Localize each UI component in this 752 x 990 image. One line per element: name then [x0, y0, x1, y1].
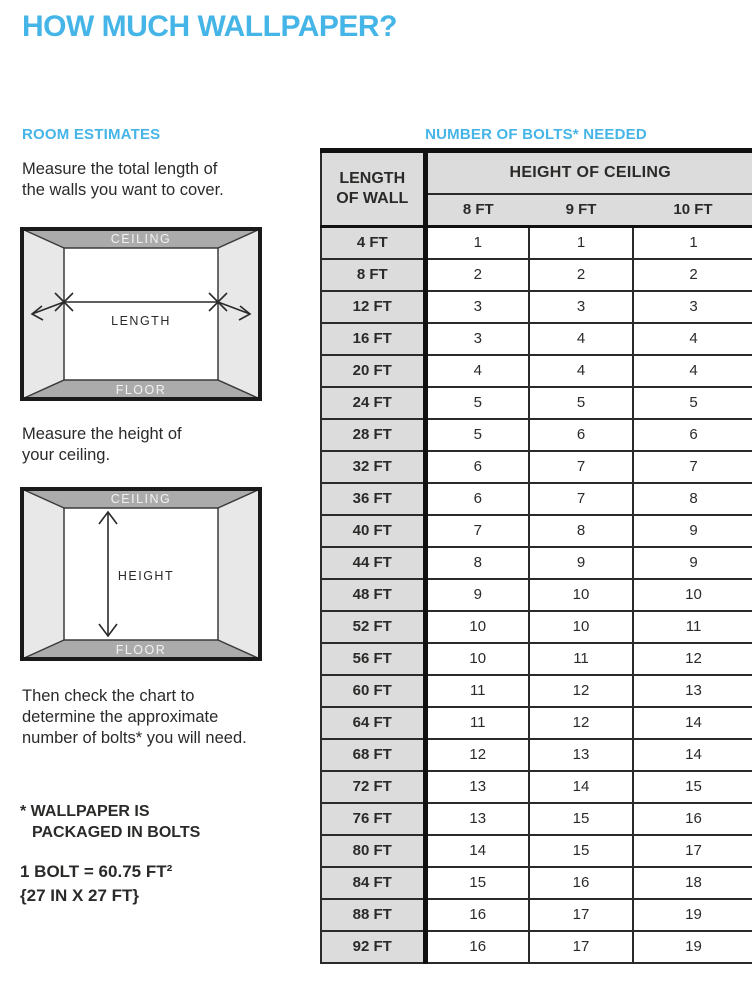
bolt-count-cell: 10: [425, 611, 529, 643]
table-row: [321, 419, 752, 451]
instruction-line: number of bolts* you will need.: [22, 729, 247, 747]
bolt-count-cell: 12: [633, 643, 752, 675]
bolt-count-cell: 7: [633, 451, 752, 483]
instruction-line: Then check the chart to: [22, 687, 195, 705]
bolt-count-cell: 14: [529, 771, 633, 803]
bolt-count-cell: 2: [425, 259, 529, 291]
instruction-line: your ceiling.: [22, 446, 111, 464]
bolt-count-cell: 5: [425, 387, 529, 419]
room-height-diagram: [20, 487, 262, 661]
bolt-count-cell: 3: [633, 291, 752, 323]
table-row: [321, 835, 752, 867]
col-header-9ft: 9 FT: [529, 194, 633, 227]
bolt-count-cell: 12: [529, 675, 633, 707]
ceiling-label: CEILING: [110, 492, 172, 506]
bolt-count-cell: 5: [633, 387, 752, 419]
wall-length-label: 72 FT: [321, 771, 425, 803]
bolt-count-cell: 11: [425, 675, 529, 707]
table-row: [321, 323, 752, 355]
bolt-count-cell: 9: [633, 547, 752, 579]
right-wall-surface: [218, 229, 260, 399]
wall-length-label: 4 FT: [321, 227, 425, 259]
instruction-measure-length: [22, 159, 224, 201]
bolt-count-cell: 17: [633, 835, 752, 867]
col-header-10ft: 10 FT: [633, 194, 752, 227]
left-wall-surface: [22, 229, 64, 399]
bolt-count-cell: 11: [529, 643, 633, 675]
table-row: [321, 611, 752, 643]
bolt-count-cell: 16: [425, 899, 529, 931]
bolt-count-cell: 6: [633, 419, 752, 451]
table-row: [321, 739, 752, 771]
instruction-line: determine the approximate: [22, 708, 219, 726]
bolt-count-cell: 14: [425, 835, 529, 867]
wall-length-label: 52 FT: [321, 611, 425, 643]
bolt-count-cell: 5: [425, 419, 529, 451]
page-title: HOW MUCH WALLPAPER?: [22, 10, 397, 43]
bolt-count-cell: 5: [529, 387, 633, 419]
bolt-count-cell: 15: [529, 803, 633, 835]
bolt-count-cell: 16: [633, 803, 752, 835]
right-wall-surface: [218, 489, 260, 659]
wallpaper-bolts-footnote: [20, 801, 200, 843]
bolt-count-cell: 6: [425, 451, 529, 483]
wall-length-label: 20 FT: [321, 355, 425, 387]
wall-length-label: 16 FT: [321, 323, 425, 355]
table-row: [321, 291, 752, 323]
col-header-8ft: 8 FT: [425, 194, 529, 227]
instruction-line: the walls you want to cover.: [22, 181, 224, 199]
bolt-count-cell: 14: [633, 707, 752, 739]
bolt-count-cell: 2: [529, 259, 633, 291]
wall-length-label: 56 FT: [321, 643, 425, 675]
wall-length-label: 40 FT: [321, 515, 425, 547]
height-label: HEIGHT: [117, 569, 175, 583]
bolt-count-cell: 12: [425, 739, 529, 771]
bolt-count-cell: 2: [633, 259, 752, 291]
bolt-count-cell: 16: [529, 867, 633, 899]
wall-length-label: 76 FT: [321, 803, 425, 835]
bolts-needed-heading: NUMBER OF BOLTS* NEEDED: [425, 126, 647, 143]
floor-label: FLOOR: [115, 383, 167, 397]
wall-length-label: 60 FT: [321, 675, 425, 707]
bolt-count-cell: 4: [529, 355, 633, 387]
bolt-count-cell: 13: [425, 771, 529, 803]
bolt-count-cell: 3: [529, 291, 633, 323]
instruction-check-chart: [22, 686, 247, 749]
bolt-count-cell: 4: [633, 355, 752, 387]
table-row: [321, 515, 752, 547]
bolt-count-cell: 11: [425, 707, 529, 739]
bolt-count-cell: 6: [529, 419, 633, 451]
left-wall-surface: [22, 489, 64, 659]
table-row: [321, 707, 752, 739]
table-row: [321, 259, 752, 291]
bolt-size-line: {27 IN X 27 FT}: [20, 886, 140, 905]
header-line: OF WALL: [336, 190, 409, 207]
bolt-count-cell: 8: [633, 483, 752, 515]
table-row: [321, 355, 752, 387]
bolts-table-body: [321, 227, 752, 963]
ceiling-label: CEILING: [110, 232, 172, 246]
bolt-count-cell: 4: [425, 355, 529, 387]
wall-length-label: 32 FT: [321, 451, 425, 483]
wall-length-label: 24 FT: [321, 387, 425, 419]
bolt-count-cell: 16: [425, 931, 529, 963]
room-length-diagram: [20, 227, 262, 401]
table-row: [321, 643, 752, 675]
wall-length-label: 8 FT: [321, 259, 425, 291]
table-row: [321, 931, 752, 963]
footnote-line: PACKAGED IN BOLTS: [32, 824, 201, 841]
wall-length-label: 44 FT: [321, 547, 425, 579]
bolt-size-info: [20, 860, 172, 908]
bolt-count-cell: 10: [529, 611, 633, 643]
bolt-count-cell: 19: [633, 931, 752, 963]
bolt-count-cell: 9: [529, 547, 633, 579]
bolt-count-cell: 8: [425, 547, 529, 579]
wall-length-label: 68 FT: [321, 739, 425, 771]
bolt-count-cell: 6: [425, 483, 529, 515]
table-row: [321, 867, 752, 899]
bolt-count-cell: 15: [529, 835, 633, 867]
instruction-measure-height: [22, 424, 182, 466]
bolt-count-cell: 13: [529, 739, 633, 771]
instruction-line: Measure the height of: [22, 425, 182, 443]
wall-length-label: 92 FT: [321, 931, 425, 963]
wall-length-label: 64 FT: [321, 707, 425, 739]
bolt-count-cell: 10: [425, 643, 529, 675]
table-row: [321, 451, 752, 483]
bolt-count-cell: 7: [529, 483, 633, 515]
table-row: [321, 387, 752, 419]
header-line: LENGTH: [339, 170, 406, 187]
wall-length-label: 36 FT: [321, 483, 425, 515]
footnote-line: * WALLPAPER IS: [20, 803, 150, 820]
bolt-count-cell: 7: [425, 515, 529, 547]
bolt-count-cell: 17: [529, 931, 633, 963]
bolt-count-cell: 15: [633, 771, 752, 803]
table-row: [321, 579, 752, 611]
table-row: [321, 803, 752, 835]
bolt-count-cell: 13: [425, 803, 529, 835]
wall-length-label: 12 FT: [321, 291, 425, 323]
bolt-count-cell: 1: [529, 227, 633, 259]
bolt-count-cell: 12: [529, 707, 633, 739]
bolt-count-cell: 1: [425, 227, 529, 259]
length-of-wall-header: [321, 151, 425, 227]
bolt-count-cell: 14: [633, 739, 752, 771]
table-row: [321, 227, 752, 259]
bolt-count-cell: 11: [633, 611, 752, 643]
bolt-count-cell: 1: [633, 227, 752, 259]
bolt-count-cell: 4: [633, 323, 752, 355]
wall-length-label: 28 FT: [321, 419, 425, 451]
table-header-row: [321, 151, 752, 194]
bolt-count-cell: 3: [425, 323, 529, 355]
length-label: LENGTH: [111, 314, 171, 328]
bolt-count-cell: 9: [633, 515, 752, 547]
bolt-count-cell: 10: [633, 579, 752, 611]
bolt-count-cell: 18: [633, 867, 752, 899]
bolt-count-cell: 4: [529, 323, 633, 355]
bolt-count-cell: 10: [529, 579, 633, 611]
floor-label: FLOOR: [115, 643, 167, 657]
instruction-line: Measure the total length of: [22, 160, 218, 178]
wall-length-label: 80 FT: [321, 835, 425, 867]
bolt-count-cell: 3: [425, 291, 529, 323]
table-row: [321, 771, 752, 803]
table-row: [321, 899, 752, 931]
table-row: [321, 675, 752, 707]
bolt-count-cell: 17: [529, 899, 633, 931]
bolts-table: [320, 148, 752, 964]
bolt-count-cell: 13: [633, 675, 752, 707]
table-row: [321, 483, 752, 515]
wall-length-label: 84 FT: [321, 867, 425, 899]
room-estimates-heading: ROOM ESTIMATES: [22, 126, 161, 143]
table-row: [321, 547, 752, 579]
bolt-count-cell: 9: [425, 579, 529, 611]
bolt-count-cell: 15: [425, 867, 529, 899]
wall-length-label: 88 FT: [321, 899, 425, 931]
wall-length-label: 48 FT: [321, 579, 425, 611]
bolt-count-cell: 7: [529, 451, 633, 483]
bolt-count-cell: 8: [529, 515, 633, 547]
height-of-ceiling-header: HEIGHT OF CEILING: [425, 151, 752, 194]
bolt-count-cell: 19: [633, 899, 752, 931]
bolt-size-line: 1 BOLT = 60.75 FT²: [20, 862, 173, 881]
